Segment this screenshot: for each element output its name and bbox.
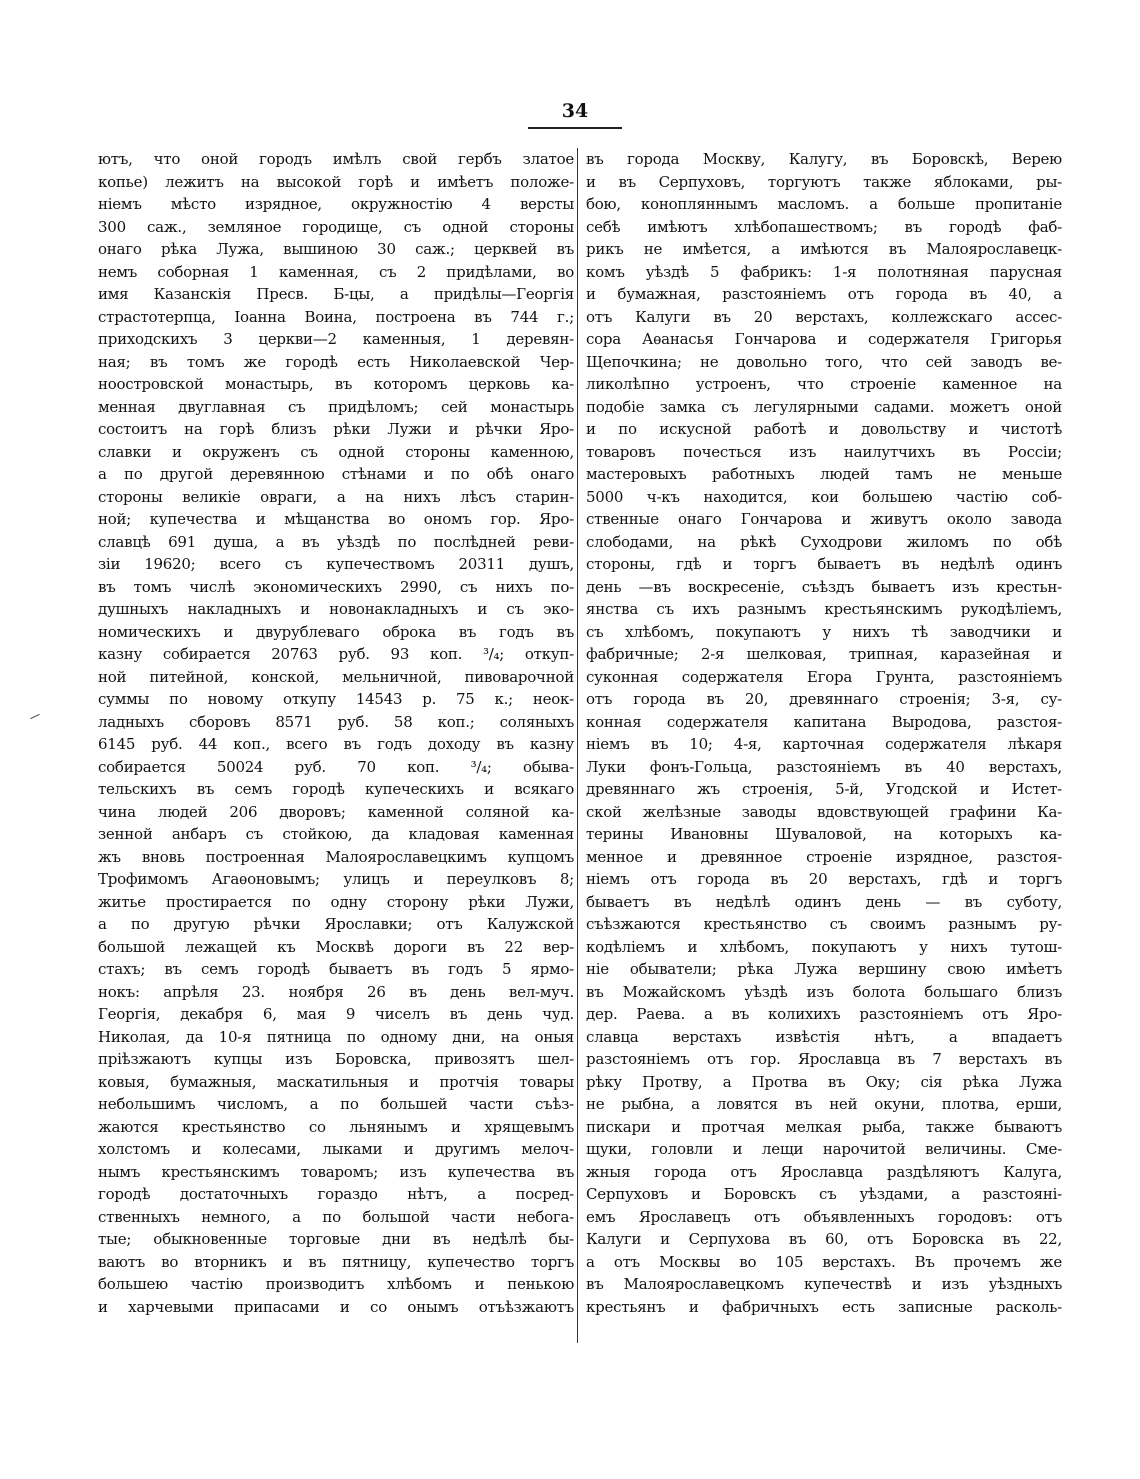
text-line: зіи 19620; всего съ купечествомъ 20311 душъ, xyxy=(98,555,574,573)
text-line: онаго рѣка Лужа, вышиною 30 саж.; церквей въ xyxy=(98,240,574,258)
text-line: казну собирается 20763 руб. 93 коп. ³/₄; откуп- xyxy=(98,645,574,663)
text-line: пріѣзжаютъ купцы изъ Боровска, привозятъ шел- xyxy=(98,1050,574,1068)
text-line: щуки, головли и лещи нарочитой величины. Сме- xyxy=(586,1140,1062,1158)
text-line: чина людей 206 дворовъ; каменной соляной ка- xyxy=(98,802,574,821)
text-line: собирается 50024 руб. 70 коп. ³/₄; обыва- xyxy=(98,757,574,776)
text-line: бою, конопляннымъ масломъ. а больше пропитаніе xyxy=(586,195,1062,213)
text-line: ской желѣзные заводы вдовствующей графини Ка- xyxy=(586,802,1062,821)
left-column xyxy=(98,148,574,1318)
text-line: ніемъ отъ города въ 20 верстахъ, гдѣ и торгъ xyxy=(586,870,1062,888)
text-line: страстотерпца, Іоанна Воина, построена въ 744 г.; xyxy=(98,307,574,326)
column-divider xyxy=(577,148,578,1343)
text-line: нымъ крестьянскимъ товаромъ; изъ купечества въ xyxy=(98,1162,574,1181)
text-line: янства съ ихъ разнымъ крестьянскимъ рукодѣліемъ, xyxy=(586,600,1062,618)
text-line: съѣзжаются крестьянство съ своимъ разнымъ ру- xyxy=(586,915,1062,933)
text-line: и бумажная, разстояніемъ отъ города въ 40, а xyxy=(586,285,1062,303)
text-line: въ города Москву, Калугу, въ Боровскѣ, Верею xyxy=(586,150,1062,168)
text-line: 300 саж., земляное городище, съ одной стороны xyxy=(98,217,574,236)
text-line: нокъ: апрѣля 23. ноября 26 въ день вел-муч. xyxy=(98,982,574,1001)
text-line: ной; купечества и мѣщанства во ономъ гор. Яро- xyxy=(98,510,574,528)
text-line: дер. Раева. а въ колихихъ разстояніемъ отъ Яро- xyxy=(586,1005,1062,1023)
text-line: ноостровской монастырь, въ которомъ церковь ка- xyxy=(98,375,574,393)
text-line: жныя города отъ Ярославца раздѣляютъ Калуга, xyxy=(586,1162,1062,1181)
text-line: жъ вновь построенная Малоярославецкимъ купцомъ xyxy=(98,847,574,866)
text-line: суконная содержателя Егора Грунта, разстояніемъ xyxy=(586,667,1062,686)
text-line: съ хлѣбомъ, покупаютъ у нихъ тѣ заводчики и xyxy=(586,622,1062,641)
text-line: ютъ, что оной городъ имѣлъ свой гербъ златое xyxy=(98,150,574,168)
text-line: ственные онаго Гончарова и живутъ около завода xyxy=(586,510,1062,528)
text-line: душныхъ накладныхъ и новонакладныхъ и съ эко- xyxy=(98,600,574,618)
text-line: стороны великіе овраги, а на нихъ лѣсъ старин- xyxy=(98,487,574,506)
text-line: не рыбна, а ловятся въ ней окуни, плотва, ерши, xyxy=(586,1095,1062,1113)
text-line: конная содержателя капитана Выродова, разстоя- xyxy=(586,712,1062,731)
text-line: кодѣліемъ и хлѣбомъ, покупаютъ у нихъ тутош- xyxy=(586,937,1062,956)
text-line: а отъ Москвы во 105 верстахъ. Въ прочемъ же xyxy=(586,1252,1062,1271)
text-line: день —въ воскресеніе, съѣздъ бываетъ изъ крестьн- xyxy=(586,577,1062,596)
text-line: бываетъ въ недѣлѣ одинъ день — въ суботу, xyxy=(586,892,1062,911)
text-line: житье простирается по одну сторону рѣки Лужи, xyxy=(98,892,574,911)
text-line: славца верстахъ извѣстія нѣтъ, а впадаетъ xyxy=(586,1027,1062,1046)
text-line: и по искусной работѣ и довольству и чистотѣ xyxy=(586,420,1062,438)
text-line: подобіе замка съ легулярными садами. можетъ оной xyxy=(586,397,1062,416)
text-line: рикъ не имѣется, а имѣются въ Малоярославецк- xyxy=(586,240,1062,258)
text-line: Луки фонъ-Гольца, разстояніемъ въ 40 верстахъ, xyxy=(586,757,1062,776)
text-line: большой лежащей къ Москвѣ дороги въ 22 вер- xyxy=(98,937,574,956)
text-line: рѣку Протву, а Протва въ Оку; сія рѣка Лужа xyxy=(586,1072,1062,1091)
text-line: сора Аѳанасья Гончарова и содержателя Григорья xyxy=(586,330,1062,348)
text-line: ной питейной, конской, мельничной, пивоварочной xyxy=(98,667,574,686)
text-line: городѣ достаточныхъ гораздо нѣтъ, а посред- xyxy=(98,1185,574,1203)
text-line: Щепочкина; не довольно того, что сей заводъ ве- xyxy=(586,352,1062,371)
text-line: разстояніемъ отъ гор. Ярославца въ 7 верстахъ въ xyxy=(586,1050,1062,1068)
page-number: 34 xyxy=(561,100,589,122)
text-line: ніе обыватели; рѣка Лужа вершину свою имѣетъ xyxy=(586,960,1062,978)
text-line: Николая, да 10-я пятница по одному дни, на оныя xyxy=(98,1027,574,1046)
text-line: и харчевыми припасами и со онымъ отъѣзжаютъ xyxy=(98,1297,574,1316)
text-line: небольшимъ числомъ, а по большей части съѣз- xyxy=(98,1095,574,1113)
text-line: стахъ; въ семъ городѣ бываетъ въ годъ 5 ярмо- xyxy=(98,960,574,978)
text-line: тые; обыкновенные торговые дни въ недѣлѣ бы- xyxy=(98,1230,574,1248)
text-line: терины Ивановны Шуваловой, на которыхъ ка- xyxy=(586,825,1062,843)
text-line: а по другую рѣчки Ярославки; отъ Калужской xyxy=(98,915,574,933)
text-line: зенной анбаръ съ стойкою, да кладовая каменная xyxy=(98,825,574,843)
text-line: крестьянъ и фабричныхъ есть записные расколь- xyxy=(586,1297,1062,1316)
text-line: себѣ имѣютъ хлѣбопашествомъ; въ городѣ фаб- xyxy=(586,217,1062,236)
text-line: а по другой деревянною стѣнами и по обѣ онаго xyxy=(98,465,574,483)
text-line: и въ Серпуховъ, торгуютъ также яблоками, ры- xyxy=(586,172,1062,191)
text-line: приходскихъ 3 церкви—2 каменныя, 1 деревян- xyxy=(98,330,574,348)
text-line: въ Малоярославецкомъ купечествѣ и изъ уѣздныхъ xyxy=(586,1275,1062,1293)
scan-mark xyxy=(30,714,39,719)
text-line: менная двуглавная съ придѣломъ; сей монастырь xyxy=(98,397,574,416)
text-line: Серпуховъ и Боровскъ съ уѣздами, а разстояні- xyxy=(586,1185,1062,1203)
text-line: жаются крестьянство со льнянымъ и хрящевымъ xyxy=(98,1117,574,1136)
text-line: стороны, гдѣ и торгъ бываетъ въ недѣлѣ одинъ xyxy=(586,555,1062,573)
text-line: въ Можайскомъ уѣздѣ изъ болота большаго близъ xyxy=(586,982,1062,1001)
text-line: 6145 руб. 44 коп., всего въ годъ доходу въ казну xyxy=(98,735,574,753)
text-line: товаровъ почесться изъ наилутчихъ въ Россіи; xyxy=(586,442,1062,461)
text-line: суммы по новому откупу 14543 р. 75 к.; неок- xyxy=(98,690,574,708)
text-line: большею частію производитъ хлѣбомъ и пенькою xyxy=(98,1275,574,1293)
text-line: номическихъ и двурублеваго оброка въ годъ въ xyxy=(98,622,574,641)
text-line: копье) лежитъ на высокой горѣ и имѣетъ положе- xyxy=(98,172,574,191)
right-column xyxy=(586,148,1062,1318)
text-line: немъ соборная 1 каменная, съ 2 придѣлами, во xyxy=(98,262,574,281)
text-line: слободами, на рѣкѣ Суходрови жиломъ по обѣ xyxy=(586,532,1062,551)
text-line: тельскихъ въ семъ городѣ купеческихъ и всякаго xyxy=(98,780,574,798)
text-line: ликолѣпно устроенъ, что строеніе каменное на xyxy=(586,375,1062,393)
text-line: Калуги и Серпухова въ 60, отъ Боровска въ 22, xyxy=(586,1230,1062,1248)
text-line: ная; въ томъ же городѣ есть Николаевской Чер- xyxy=(98,352,574,371)
text-line: комъ уѣздѣ 5 фабрикъ: 1-я полотняная парусная xyxy=(586,262,1062,281)
text-line: славки и окруженъ съ одной стороны каменною, xyxy=(98,442,574,461)
text-line: ніемъ въ 10; 4-я, карточная содержателя лѣкаря xyxy=(586,735,1062,753)
text-line: состоитъ на горѣ близъ рѣки Лужи и рѣчки Яро- xyxy=(98,420,574,438)
text-line: фабричные; 2-я шелковая, трипная, каразейная и xyxy=(586,645,1062,663)
text-line: въ томъ числѣ экономическихъ 2990, съ нихъ по- xyxy=(98,577,574,596)
text-line: ніемъ мѣсто изрядное, окружностію 4 версты xyxy=(98,195,574,213)
text-line: славцѣ 691 душа, а въ уѣздѣ по послѣдней реви- xyxy=(98,532,574,551)
text-line: пискари и протчая мелкая рыба, также бываютъ xyxy=(586,1117,1062,1136)
text-line: отъ Калуги въ 20 верстахъ, коллежскаго ассес- xyxy=(586,307,1062,326)
text-line: холстомъ и колесами, лыками и другимъ мелоч- xyxy=(98,1140,574,1158)
text-line: имя Казанскія Пресв. Б-цы, а придѣлы—Георгія xyxy=(98,285,574,303)
text-line: 5000 ч-къ находится, кои большею частію соб- xyxy=(586,487,1062,506)
text-line: Трофимомъ Агаѳоновымъ; улицъ и переулковъ 8; xyxy=(98,870,574,888)
text-line: менное и древянное строеніе изрядное, разстоя- xyxy=(586,847,1062,866)
text-line: Георгія, декабря 6, мая 9 чиселъ въ день чуд. xyxy=(98,1005,574,1023)
text-line: отъ города въ 20, древяннаго строенія; 3-я, су- xyxy=(586,690,1062,708)
text-line: мастеровыхъ работныхъ людей тамъ не меньше xyxy=(586,465,1062,483)
text-line: ственныхъ немного, а по большой части небога- xyxy=(98,1207,574,1226)
text-line: емъ Ярославецъ отъ объявленныхъ городовъ: отъ xyxy=(586,1207,1062,1226)
page-number-rule xyxy=(528,127,622,129)
text-line: древяннаго жъ строенія, 5-й, Угодской и Истет- xyxy=(586,780,1062,798)
text-line: ладныхъ сборовъ 8571 руб. 58 коп.; соляныхъ xyxy=(98,712,574,731)
text-line: ковыя, бумажныя, маскатильныя и протчія товары xyxy=(98,1072,574,1091)
text-line: ваютъ во вторникъ и въ пятницу, купечество торгъ xyxy=(98,1252,574,1271)
